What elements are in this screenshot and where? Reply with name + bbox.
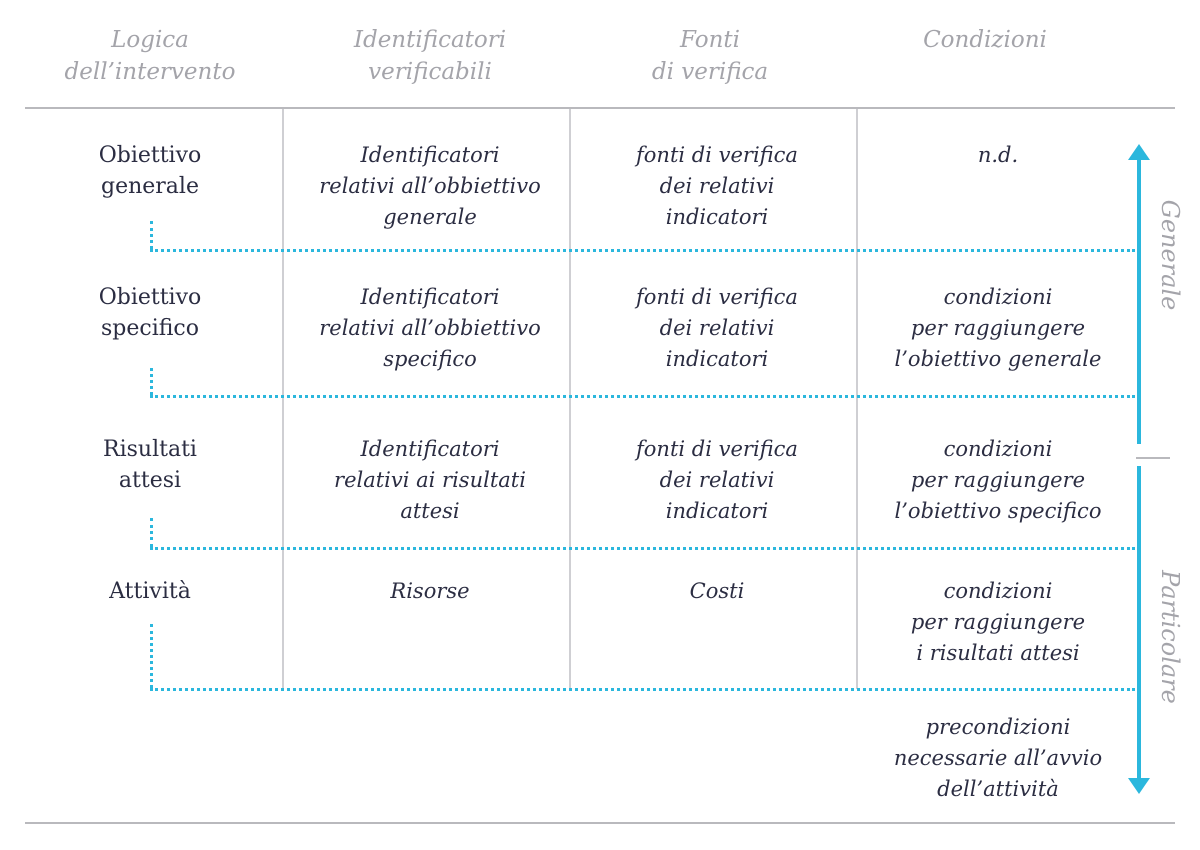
cell-indicators-row-2: Identificatori relativi all’obbiettivo specifico — [319, 285, 541, 371]
down-arrow-icon — [1119, 466, 1159, 806]
up-arrow-head — [1128, 144, 1150, 160]
cell-sources-row-2: fonti di verifica dei relativi indicatori — [636, 285, 798, 371]
dotted-connector-vertical-1 — [150, 221, 153, 249]
top-rule — [25, 107, 1175, 109]
header-indicators: Identificatori verificabili — [353, 27, 507, 85]
cell-indicators-row-3: Identificatori relativi ai risultati attesi — [334, 437, 526, 523]
header-logic: Logica dell’intervento — [64, 27, 236, 85]
dotted-connector-vertical-3 — [150, 518, 153, 547]
down-arrow-shaft — [1137, 466, 1141, 780]
header-sources: Fonti di verifica — [651, 27, 769, 85]
dotted-row-separator-2 — [150, 395, 1135, 398]
up-arrow-shaft — [1137, 158, 1141, 444]
row-label-obiettivo-specifico: Obiettivo specifico — [98, 285, 202, 341]
column-separator-1 — [282, 109, 284, 689]
cell-conditions-row-4: condizioni per raggiungere i risultati attesi — [910, 579, 1086, 665]
cell-sources-row-4: Costi — [689, 579, 745, 603]
cell-indicators-row-1: Identificatori relativi all’obbiettivo generale — [319, 143, 541, 229]
cell-conditions-row-2: condizioni per raggiungere l’obiettivo generale — [894, 285, 1102, 371]
dotted-row-separator-3 — [150, 547, 1135, 550]
arrow-divider-tick — [1136, 457, 1170, 459]
dotted-connector-vertical-4 — [150, 624, 153, 688]
preconditions-text: precondizioni necessarie all’avvio dell’attività — [893, 715, 1103, 801]
header-conditions: Condizioni — [923, 27, 1047, 53]
side-label-generale: Generale — [1156, 199, 1184, 311]
dotted-row-separator-1 — [150, 249, 1135, 252]
cell-sources-row-3: fonti di verifica dei relativi indicatori — [636, 437, 798, 523]
cell-indicators-row-4: Risorse — [390, 579, 470, 603]
row-label-attivita: Attività — [109, 579, 191, 604]
down-arrow-head — [1128, 778, 1150, 794]
up-arrow-icon — [1119, 138, 1159, 448]
cell-sources-row-1: fonti di verifica dei relativi indicatori — [636, 143, 798, 229]
dotted-connector-vertical-2 — [150, 368, 153, 395]
row-label-obiettivo-generale: Obiettivo generale — [98, 143, 202, 199]
dotted-row-separator-4 — [150, 688, 1135, 691]
cell-conditions-row-3: condizioni per raggiungere l’obiettivo specifico — [894, 437, 1102, 523]
cell-conditions-row-1: n.d. — [977, 143, 1019, 167]
side-label-particolare: Particolare — [1156, 570, 1184, 704]
bottom-rule — [25, 822, 1175, 824]
row-label-risultati-attesi: Risultati attesi — [103, 437, 197, 493]
